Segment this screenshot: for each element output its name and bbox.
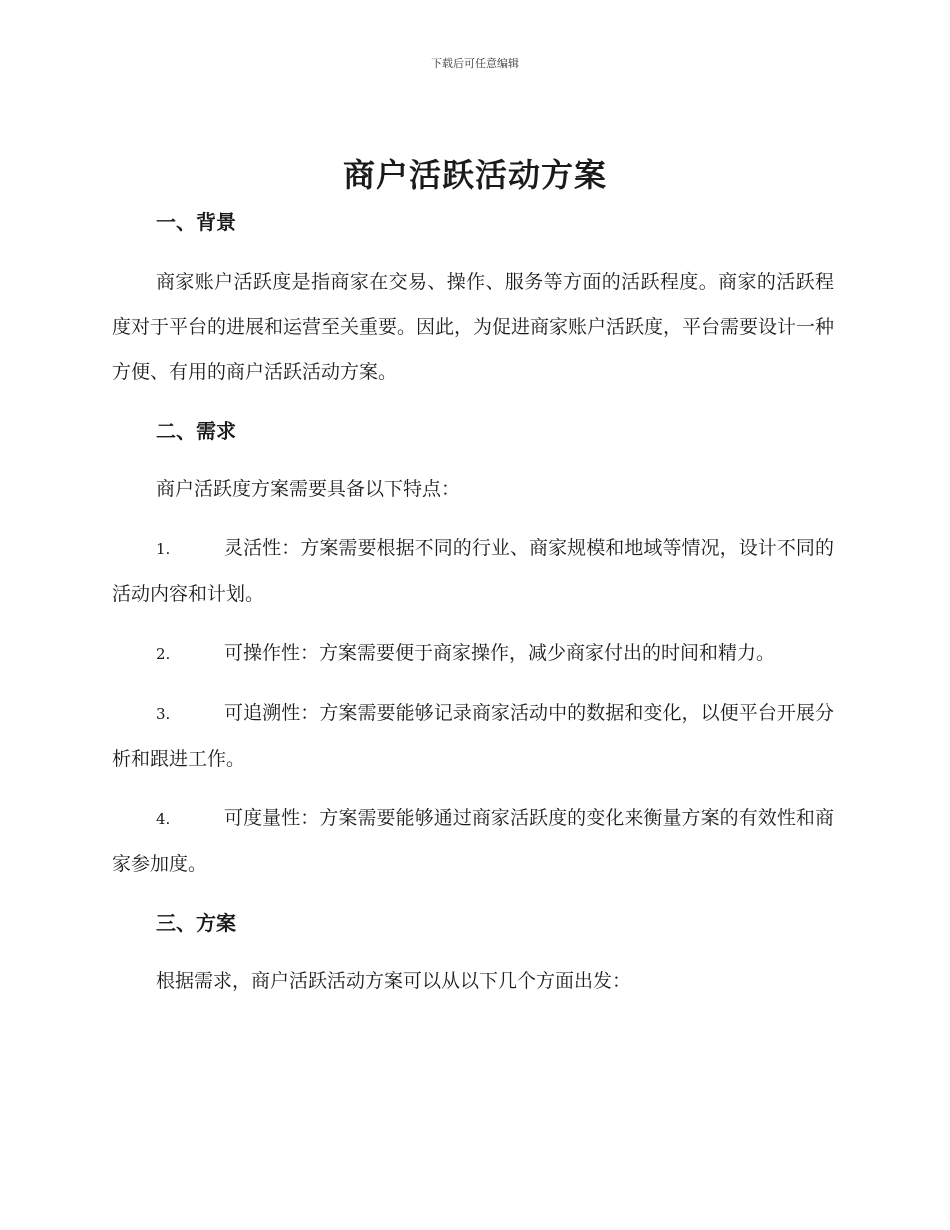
list-item-number: 2. [156, 645, 171, 663]
list-item-text: 灵活性：方案需要根据不同的行业、商家规模和地域等情况，设计不同的活动内容和计划。 [112, 537, 834, 605]
document-body [112, 200, 834, 1004]
list-item-text: 可操作性：方案需要便于商家操作，减少商家付出的时间和精力。 [224, 642, 776, 664]
section-heading-requirements: 二、需求 [156, 419, 236, 443]
list-item-number: 3. [156, 705, 171, 723]
list-item [112, 691, 834, 782]
list-item [112, 526, 834, 617]
list-item-text: 可度量性：方案需要能够通过商家活跃度的变化来衡量方案的有效性和商家参加度。 [112, 807, 834, 875]
plan-intro: 根据需求，商户活跃活动方案可以从以下几个方面出发： [156, 970, 632, 992]
header-note: 下载后可任意编辑 [431, 57, 519, 70]
section-heading-background: 一、背景 [156, 210, 236, 234]
list-item-number: 1. [156, 540, 171, 558]
section-heading-plan: 三、方案 [156, 911, 236, 935]
document-title: 商户活跃活动方案 [342, 156, 607, 194]
requirements-intro: 商户活跃度方案需要具备以下特点： [156, 478, 461, 500]
list-item [112, 796, 834, 887]
list-item [112, 631, 834, 677]
list-item-number: 4. [156, 810, 171, 828]
list-item-text: 可追溯性：方案需要能够记录商家活动中的数据和变化，以便平台开展分析和跟进工作。 [112, 702, 834, 770]
background-paragraph: 商家账户活跃度是指商家在交易、操作、服务等方面的活跃程度。商家的活跃程度对于平台的进展和运营至关重要。因此，为促进商家账户活跃度，平台需要设计一种方便、有用的商户活跃活动方案。 [112, 271, 835, 383]
